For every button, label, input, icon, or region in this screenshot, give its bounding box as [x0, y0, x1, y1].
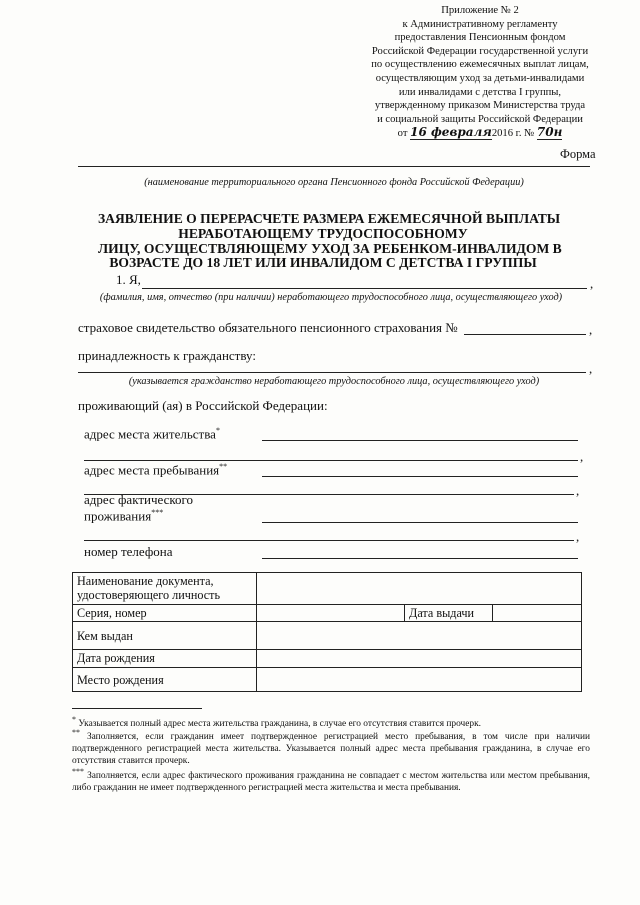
annex-line: Приложение № 2 — [441, 5, 519, 16]
name-caption: (фамилия, имя, отчество (при наличии) неработающего трудоспособного лица, осуществляющего уход) — [99, 292, 563, 303]
issued-by-label: Кем выдан — [73, 622, 257, 650]
series-cell[interactable] — [257, 605, 405, 622]
annex-line: осуществляющим уход за детьми-инвалидами — [375, 72, 585, 84]
birth-date-label: Дата рождения — [73, 650, 257, 668]
actual-line-1[interactable] — [262, 522, 578, 523]
annex-header — [360, 4, 600, 141]
actual-line-2[interactable] — [84, 540, 574, 541]
table-row — [73, 605, 582, 622]
annex-line: и социальной защиты Российской Федерации — [377, 113, 583, 125]
title-line: ВОЗРАСТЕ ДО 18 ЛЕТ ИЛИ ИНВАЛИДОМ С ДЕТСТВА I ГРУППЫ — [109, 255, 537, 271]
footnote-mark: *** — [72, 767, 84, 776]
comma: , — [576, 529, 580, 544]
footnote-separator — [72, 708, 202, 709]
stay-label-text: адрес места пребывания — [84, 462, 220, 478]
actual-label-2 — [84, 508, 163, 524]
footnote-text: Заполняется, если адрес фактического проживания гражданина не совпадает с местом жительства или местом пребывания, либо гражданин не имеет подтвержденного регистрацией места жительства и места пребывания. — [72, 771, 591, 793]
table-row — [73, 622, 582, 650]
residing-label: проживающий (ая) в Российской Федерации: — [78, 398, 328, 413]
issued-by-cell[interactable] — [257, 622, 582, 650]
stay-label — [84, 462, 227, 478]
doc-name-label-1: Наименование документа, — [77, 574, 214, 588]
handwritten-date: 16 февраля — [410, 125, 492, 140]
fullname-line[interactable] — [142, 288, 587, 289]
annex-date-year: 2016 г. № — [491, 128, 535, 140]
snils-line[interactable] — [464, 334, 586, 335]
organ-caption: (наименование территориального органа Пенсионного фонда Российской Федерации) — [144, 177, 524, 188]
residence-label-text: адрес места жительства — [84, 426, 216, 442]
footnote-text: Заполняется, если гражданин имеет подтвержденное регистрацией место пребывания, в том числе при наличии подтвержденного регистрацией места жительства. Указывается полный адрес места пребывания гражданина, в случае его отсутствия ставится прочерк. — [72, 732, 590, 766]
annex-line: к Административному регламенту — [402, 18, 558, 30]
table-row — [73, 668, 582, 692]
handwritten-order-number: 70н — [536, 125, 563, 140]
title-line: ЗАЯВЛЕНИЕ О ПЕРЕРАСЧЕТЕ РАЗМЕРА ЕЖЕМЕСЯЧНОЙ ВЫПЛАТЫ — [98, 211, 561, 226]
series-label: Серия, номер — [73, 605, 257, 622]
doc-name-label — [73, 573, 257, 605]
issue-date-label: Дата выдачи — [405, 605, 493, 622]
footnote-mark: *** — [151, 508, 164, 517]
table-row — [73, 573, 582, 605]
residence-line-1[interactable] — [262, 440, 578, 441]
page-title — [98, 211, 562, 271]
footnote-2 — [72, 727, 590, 768]
form-label: Форма — [560, 147, 596, 161]
birth-place-cell[interactable] — [257, 668, 582, 692]
footnote-3 — [72, 766, 590, 795]
footnote-mark: ** — [72, 728, 80, 737]
annex-date-line — [360, 126, 600, 141]
footnote-text: Указывается полный адрес места жительства гражданина, в случае его отсутствия ставится прочерк. — [78, 719, 481, 730]
actual-label-1: адрес фактического — [84, 492, 194, 507]
annex-line: или инвалидами с детства I группы, — [398, 86, 562, 98]
snils-label: страховое свидетельство обязательного пенсионного страхования № — [78, 320, 458, 335]
residence-label — [84, 426, 220, 442]
doc-name-cell[interactable] — [257, 573, 582, 605]
annex-line: Российской Федерации государственной услуги — [371, 45, 589, 57]
annex-line: по осуществлению ежемесячных выплат лицам, — [371, 59, 589, 71]
citizenship-line[interactable] — [78, 372, 586, 373]
annex-date-prefix: от — [397, 128, 408, 140]
comma: , — [589, 361, 593, 376]
footnote-mark: * — [72, 715, 76, 724]
footnote-mark: * — [215, 426, 220, 435]
title-line: ЛИЦУ, ОСУЩЕСТВЛЯЮЩЕМУ УХОД ЗА РЕБЕНКОМ-ИНВАЛИДОМ В — [98, 240, 562, 256]
comma: , — [576, 483, 580, 498]
phone-line[interactable] — [262, 558, 578, 559]
annex-line: предоставления Пенсионным фондом — [394, 32, 566, 44]
citizenship-caption: (указывается гражданство неработающего трудоспособного лица, осуществляющего уход) — [128, 376, 540, 387]
doc-name-label-2: удостоверяющего личность — [77, 588, 221, 602]
ya-label: 1. Я, — [116, 272, 141, 287]
stay-line-1[interactable] — [262, 476, 578, 477]
birth-place-label: Место рождения — [73, 668, 257, 692]
footnote-mark: ** — [219, 462, 228, 471]
birth-date-cell[interactable] — [257, 650, 582, 668]
organ-name-line[interactable] — [78, 166, 590, 167]
title-line: НЕРАБОТАЮЩЕМУ ТРУДОСПОСОБНОМУ — [178, 225, 468, 241]
table-row — [73, 650, 582, 668]
citizenship-label: принадлежность к гражданству: — [78, 348, 256, 363]
comma: , — [589, 322, 593, 337]
comma: , — [590, 276, 594, 291]
comma: , — [580, 449, 584, 464]
actual-label-2-text: проживания — [84, 508, 152, 524]
issue-date-cell[interactable] — [493, 605, 582, 622]
annex-line: утвержденному приказом Министерства труда — [374, 100, 586, 112]
phone-label: номер телефона — [84, 544, 173, 559]
residence-line-2[interactable] — [84, 460, 578, 461]
identity-document-table — [72, 572, 582, 692]
